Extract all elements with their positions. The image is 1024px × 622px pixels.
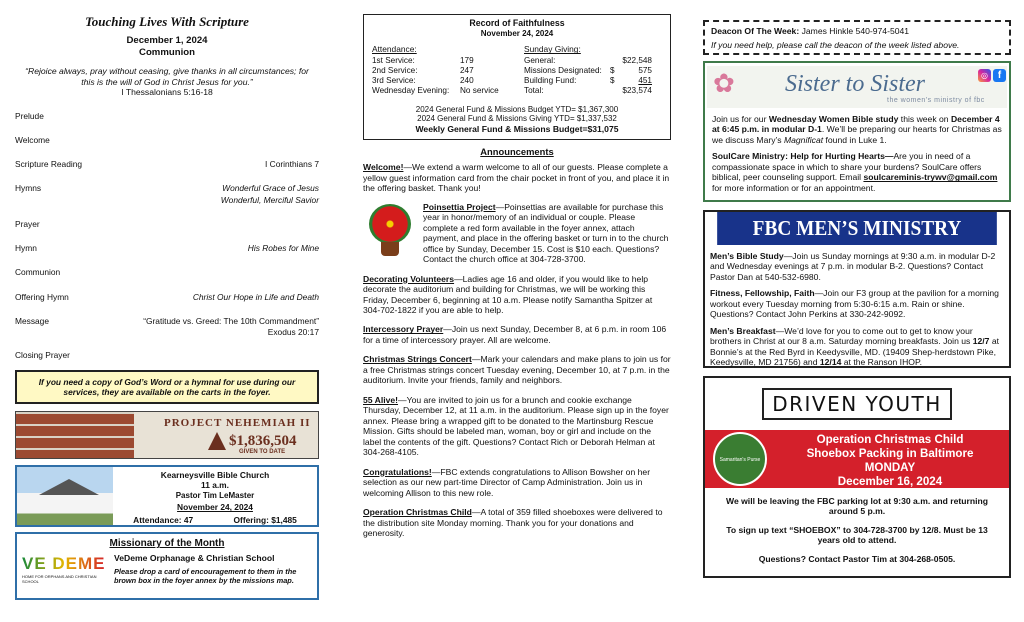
oo-row: Prayer <box>15 218 40 229</box>
kbc-attendance: Attendance: 47 <box>133 514 194 525</box>
missionary-box <box>15 532 319 600</box>
attendance-head: Attendance: <box>372 44 417 55</box>
occ-line-2: Shoebox Packing in Baltimore <box>806 447 974 461</box>
occ-departure: We will be leaving the FBC parking lot at 9:30 a.m. and returning around 5 p.m. <box>726 496 988 517</box>
brick-wall-image <box>16 412 134 459</box>
budget-ytd: 2024 General Fund & Missions Budget YTD= $1,367,300 <box>415 104 619 114</box>
deacon-of-week-box <box>703 20 1011 55</box>
oo-row: Welcome <box>15 134 50 145</box>
women-bible-study: Join us for our Wednesday Women Bible study this week on December 4 at 6:45 p.m. in modular D-1. We’ll be preparing our hearts for Christmas as we discuss Mary’s Magnificat found in Luke 1. <box>712 114 1002 145</box>
samaritans-purse-logo: Samaritan's Purse <box>713 432 767 486</box>
project-given-label: GIVEN TO DATE <box>239 449 286 456</box>
missionary-note: Please drop a card of encouragement to them in the brown box in the foyer annex by the missions map. <box>114 566 297 585</box>
instagram-icon[interactable]: ◎ <box>978 69 991 82</box>
record-of-faithfulness <box>363 14 671 140</box>
oo-row: Prelude <box>15 110 44 121</box>
oo-row: Scripture Reading I Corinthians 7 <box>15 159 319 170</box>
vedeme-logo: VE DEME HOME FOR ORPHANS AND CHRISTIAN SCHOOL <box>22 553 106 584</box>
mens-item: Men’s Bible Study—Join us Sunday mornings at 9:30 a.m. in modular D-2 and Wednesday evenings at 7 p.m. in modular B-2. Questions? Contact Pastor Dan at 540-532-6980. <box>710 251 996 282</box>
column-ministries <box>703 20 1011 578</box>
weekly-budget: Weekly General Fund & Missions Budget=$31,075 <box>415 124 619 135</box>
mens-title: FBC MEN’S MINISTRY <box>717 212 997 245</box>
announcement-item: 55 Alive!—You are invited to join us for a brunch and cookie exchange Thursday, December 12, at 11 a.m. in the auditorium. Please sign up in the foyer annex. Please bring a wrapped gift to be donated to the Martinsburg Rescue Mission. Gifts should be labeled man, woman, boy or girl and include on the label the contents of the gift. Questions? Contact Rich or Deborah Helman at 304-268-4105. <box>363 394 669 458</box>
sister-title: Sister to Sister <box>785 71 926 97</box>
church-steeple-icon <box>208 432 226 450</box>
mens-ministry-box <box>703 210 1011 368</box>
announcement-item: Christmas Strings Concert—Mark your calendars and make plans to join us for a free Christmas strings concert Tuesday evening, December 10, at 7 p.m. in the auditorium. Invite your friends, family and neighbors. <box>363 354 671 386</box>
occ-signup: To sign up text “SHOEBOX” to 304-728-3700 by 12/8. Must be 13 years old to attend. <box>726 524 988 546</box>
oo-row: Exodus 20:17 <box>267 327 319 338</box>
project-nehemiah-banner <box>15 411 319 459</box>
project-name: PROJECT NEHEMIAH II <box>164 417 311 430</box>
kbc-offering: Offering: $1,485 <box>233 514 297 525</box>
occ-line-3: MONDAY <box>864 461 916 475</box>
missionary-heading: Missionary of the Month <box>109 538 225 550</box>
kbc-time: 11 a.m. <box>201 480 229 491</box>
mens-item: Men’s Breakfast—We’d love for you to come out to get to know your brothers in Christ at our 8 a.m. Saturday morning breakfasts. Join us 12/7 at Bonnie’s at the Red Byrd in Keedysville, MD. (19409 Shep-herdstown Pike, Keedysville, MD 21756) and 12/14 at the Ranson IHOP. <box>710 325 1000 368</box>
theme-verse-ref: I Thessalonians 5:16-18 <box>121 87 213 98</box>
theme-verse: “Rejoice always, pray without ceasing, give thanks in all circumstances; for this is the will of God in Christ Jesus for you.” <box>25 66 309 87</box>
announcement-item: Operation Christmas Child—A total of 359 filled shoeboxes were delivered to the distribution site Monday morning. Thank you for your donations and generosity. <box>363 507 663 539</box>
hymnal-note: If you need a copy of God’s Word or a hymnal for use during our services, they are available on the carts in the foyer. <box>15 370 319 405</box>
mens-item: Fitness, Fellowship, Faith—Join our F3 group at the pavilion for a morning workout every Tuesday morning from 5:30-6:15 a.m. Rain or shine. Questions? Contact John Perkins at 330-242-9092. <box>710 288 999 320</box>
oo-row: Hymns Wonderful Grace of Jesus <box>15 183 319 194</box>
kbc-date: November 24, 2024 <box>177 502 253 513</box>
soulcare-ministry: SoulCare Ministry: Help for Hurting Hearts—Are you in need of a compassionate space in which to share your burdens? SoulCare offers biblical, peer counseling support. Email soulcareminis-trywv@gmail.com for more information or for an appointment. <box>712 151 998 193</box>
oo-row: Hymn His Robes for Mine <box>15 243 319 254</box>
announcement-item: Decorating Volunteers—Ladies age 16 and older, if you would like to help decorate the auditorium and building for Christmas, we will be working this Friday, December 6, beginning at 10 a.m. Please notify Samantha Spitzer at 304-702-1822 if you are able to help. <box>363 273 653 315</box>
announcement-item: Poinsettia Project—Poinsettias are available for purchase this year in honor/memory of an individual or couple. Please complete a red form available in the foyer annex, attach payment, and place in the offering basket or turn in to the church office by Sunday, December 15. Cost is $10 each. Questions? Contact the church office at 304-728-3700. <box>363 202 671 265</box>
oo-row: Closing Prayer <box>15 350 70 361</box>
faith-row: 2nd Service: 247 Missions Designated: $ 575 <box>372 65 652 75</box>
poinsettia-image <box>363 202 417 264</box>
faith-row: Wednesday Evening: No service Total: $23,574 <box>372 85 652 95</box>
missionary-name: VeDeme Orphanage & Christian School <box>114 553 275 564</box>
service-type: Communion <box>139 46 195 58</box>
facebook-icon[interactable]: f <box>993 69 1006 82</box>
faith-row: 1st Service: 179 General: $22,548 <box>372 55 652 65</box>
announcement-item: Welcome!—We extend a warm welcome to all of our guests. Please complete a yellow guest information card from the chair pocket in front of you, and place it in the offering basket. Thank you! <box>363 162 670 194</box>
sister-subtitle: the women’s ministry of fbc <box>887 97 985 104</box>
oo-row: Wonderful, Merciful Savior <box>220 194 319 205</box>
faith-table <box>372 56 662 96</box>
occ-banner <box>705 430 1009 488</box>
flower-icon: ✿ <box>713 68 735 98</box>
kbc-name: Kearneysville Bible Church <box>160 470 270 481</box>
deacon-label: Deacon Of The Week: <box>711 26 800 36</box>
oo-row: Message “Gratitude vs. Greed: The 10th Commandment” <box>15 315 319 326</box>
driven-youth-box <box>703 376 1011 578</box>
oo-row: Offering Hymn Christ Our Hope in Life and Death <box>15 291 319 302</box>
announcement-item: Congratulations!—FBC extends congratulations to Allison Bowsher on her selection as our new part-time Director of Camp Administration. Join us in welcoming Allison to this new role. <box>363 466 651 498</box>
giving-ytd: 2024 General Fund & Missions Giving YTD= $1,337,532 <box>417 114 617 124</box>
faith-title: Record of Faithfulness <box>469 18 565 28</box>
sister-to-sister-box <box>703 61 1011 202</box>
deacon-name: James Hinkle 540-974-5041 <box>801 26 910 36</box>
oo-row: Communion <box>15 267 61 278</box>
project-amount: $1,836,504 <box>229 433 297 450</box>
kbc-pastor: Pastor Tim LeMaster <box>175 490 255 500</box>
occ-questions: Questions? Contact Pastor Tim at 304-268-0505. <box>758 553 956 564</box>
page-title: Touching Lives With Scripture <box>85 14 249 29</box>
faith-date: November 24, 2024 <box>480 28 554 38</box>
column-announcements <box>363 14 671 539</box>
announcements-heading: Announcements <box>480 145 554 157</box>
soulcare-email-link[interactable]: soulcareminis-trywv@gmail.com <box>863 172 998 183</box>
announcements-list <box>363 162 671 539</box>
deacon-note: If you need help, please call the deacon of the week listed above. <box>711 40 960 51</box>
order-of-service <box>15 111 319 361</box>
faith-row: 3rd Service: 240 Building Fund: $ 451 <box>372 75 652 85</box>
driven-youth-logo: DRIVEN YOUTH <box>762 388 952 420</box>
kearneysville-box <box>15 465 319 527</box>
column-order-of-service <box>15 14 319 600</box>
church-photo <box>17 467 113 525</box>
announcement-item: Intercessory Prayer—Join us next Sunday, December 8, at 6 p.m. in room 106 for a time of intercessory prayer. All are welcome. <box>363 324 667 345</box>
giving-head: Sunday Giving: <box>524 44 581 55</box>
sister-header <box>707 66 1007 108</box>
occ-line-1: Operation Christmas Child <box>816 433 964 446</box>
service-date: December 1, 2024 <box>126 34 208 46</box>
occ-line-4: December 16, 2024 <box>837 475 943 489</box>
